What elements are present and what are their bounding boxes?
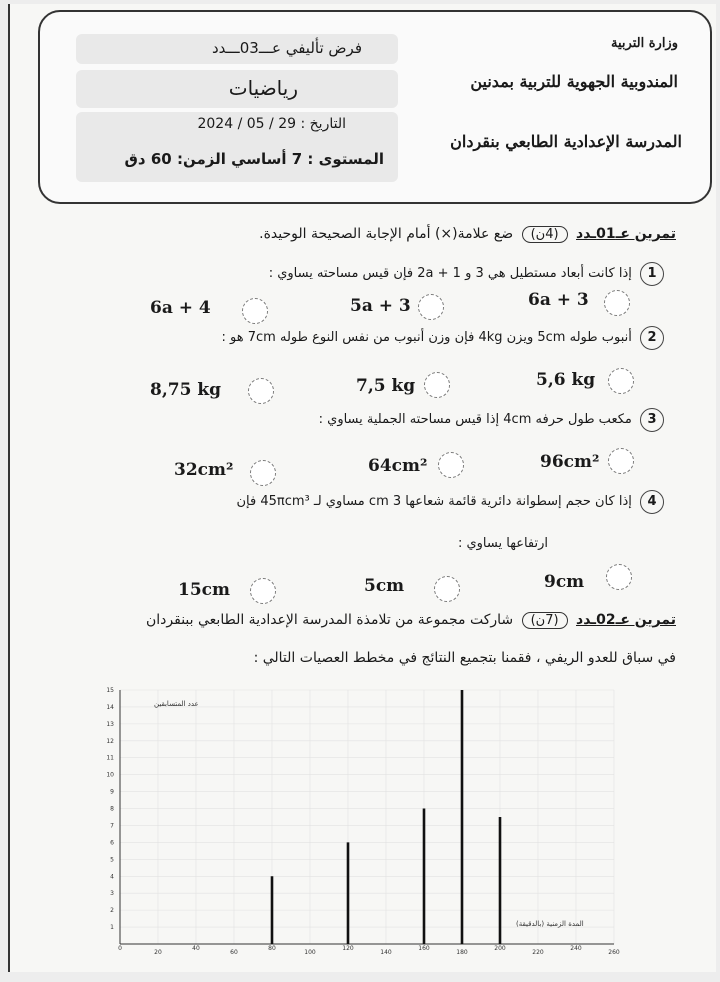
q3-option-1: 96cm² (540, 452, 600, 472)
question-text: أنبوب طوله 5cm ويزن 4kg فإن وزن أنبوب من نفس النوع طوله 7cm هو : (221, 330, 632, 345)
chart-ticks (106, 687, 620, 956)
exercise2-line1: شاركت مجموعة من تلامذة المدرسة الإعدادية الطابعي ببنقردان (146, 612, 514, 628)
y-tick-label: 1 (110, 924, 114, 932)
question-3 (319, 408, 664, 432)
x-tick-label: 220 (532, 949, 544, 956)
x-tick-label: 140 (380, 949, 392, 956)
ministry-name: وزارة التربية (611, 36, 678, 51)
q1-option-2: 5a + 3 (350, 296, 411, 316)
x-tick-label: 240 (570, 945, 582, 952)
q3-option-3: 32cm² (174, 460, 234, 480)
chart-grid (120, 690, 614, 944)
y-tick-label: 11 (106, 754, 114, 762)
x-tick-label: 100 (304, 949, 316, 956)
exam-page (8, 4, 716, 972)
question-number: 3 (640, 408, 664, 432)
test-title: فرض تأليفي عـــ03ـــدد (211, 39, 362, 57)
y-tick-label: 9 (110, 788, 114, 796)
question-2 (222, 326, 664, 350)
x-tick-label: 160 (418, 945, 430, 952)
question-text: مكعب طول حرفه 4cm إذا قيس مساحته الجملية يساوي : (318, 412, 632, 427)
level-time: المستوى : 7 أساسي الزمن: 60 دق (124, 150, 384, 168)
y-tick-label: 13 (106, 720, 114, 728)
x-tick-label: 20 (154, 949, 162, 956)
directorate-name: المندوبية الجهوية للتربية بمدنين (470, 72, 678, 91)
y-tick-label: 6 (110, 839, 114, 847)
q3-option-2: 64cm² (368, 456, 428, 476)
x-tick-label: 260 (608, 949, 620, 956)
school-name: المدرسة الإعدادية الطابعي بنقردان (450, 132, 682, 151)
q4-option-1: 9cm (544, 572, 585, 592)
test-title-box (76, 34, 398, 64)
y-tick-label: 5 (110, 856, 114, 864)
y-tick-label: 14 (106, 703, 114, 711)
exercise1-title (259, 226, 676, 243)
question-text: إذا كان حجم إسطوانة دائرية قائمة شعاعها 3 cm مساوي لـ 45πcm³ فإن (236, 494, 632, 509)
y-tick-label: 4 (110, 873, 114, 881)
q4-answer-circle-3[interactable] (250, 578, 276, 604)
q2-option-3: 8,75 kg (150, 380, 221, 400)
q3-answer-circle-1[interactable] (608, 448, 634, 474)
y-axis-label: عدد المتسابقين (154, 700, 199, 708)
y-tick-label: 2 (110, 907, 114, 915)
x-axis-label: المدة الزمنية (بالدقيقة) (516, 920, 584, 928)
y-tick-label: 12 (106, 737, 114, 745)
exercise2-title (146, 612, 676, 629)
y-tick-label: 15 (106, 687, 114, 694)
exercise1-instruction: ضع علامة(×) أمام الإجابة الصحيحة الوحيدة. (259, 226, 514, 242)
question-4 (237, 490, 665, 514)
x-tick-label: 180 (456, 949, 468, 956)
question-number: 2 (640, 326, 664, 350)
x-tick-label: 40 (192, 945, 200, 952)
subject-box (76, 70, 398, 108)
q2-option-1: 5,6 kg (536, 370, 596, 390)
x-tick-label: 200 (494, 945, 506, 952)
exercise2-label: تمرين عـ02ـدد (576, 612, 676, 628)
q3-answer-circle-3[interactable] (250, 460, 276, 486)
question-4-continuation: ارتفاعها يساوي : (457, 536, 548, 551)
q4-answer-circle-2[interactable] (434, 576, 460, 602)
question-1 (269, 262, 664, 286)
question-number: 1 (640, 262, 664, 286)
q3-answer-circle-2[interactable] (438, 452, 464, 478)
subject-title: رياضيات (228, 76, 298, 100)
q1-option-3: 6a + 4 (150, 298, 211, 318)
question-text: إذا كانت أبعاد مستطيل هي 3 و 1 + 2a فإن قيس مساحته يساوي : (268, 266, 632, 281)
x-tick-label: 0 (118, 945, 122, 952)
y-tick-label: 3 (110, 890, 114, 898)
exercise2-line2: في سباق للعدو الريفي ، فقمنا بتجميع النتائج في مخطط العصيات التالي : (253, 650, 676, 666)
exercise1-label: تمرين عـ01ـدد (576, 226, 676, 242)
exam-header (38, 10, 712, 204)
q2-answer-circle-3[interactable] (248, 378, 274, 404)
x-tick-label: 80 (268, 945, 276, 952)
q4-option-3: 15cm (178, 580, 230, 600)
q4-answer-circle-1[interactable] (606, 564, 632, 590)
question-number: 4 (640, 490, 664, 514)
q2-option-2: 7,5 kg (356, 376, 416, 396)
q2-answer-circle-2[interactable] (424, 372, 450, 398)
exercise2-points: (7ن) (522, 612, 568, 629)
q1-answer-circle-3[interactable] (242, 298, 268, 324)
q4-option-2: 5cm (364, 576, 405, 596)
exam-date: التاريخ : 29 / 05 / 2024 (197, 116, 346, 132)
y-tick-label: 10 (106, 771, 114, 779)
x-tick-label: 120 (342, 945, 354, 952)
y-tick-label: 7 (110, 822, 114, 830)
q1-option-1: 6a + 3 (528, 290, 589, 310)
exercise1-points: (4ن) (522, 226, 568, 243)
x-tick-label: 60 (230, 949, 238, 956)
q1-answer-circle-2[interactable] (418, 294, 444, 320)
q2-answer-circle-1[interactable] (608, 368, 634, 394)
chart-axes (120, 690, 614, 944)
date-level-box (76, 112, 398, 182)
bar-chart (84, 682, 636, 962)
q1-answer-circle-1[interactable] (604, 290, 630, 316)
y-tick-label: 8 (110, 805, 114, 813)
